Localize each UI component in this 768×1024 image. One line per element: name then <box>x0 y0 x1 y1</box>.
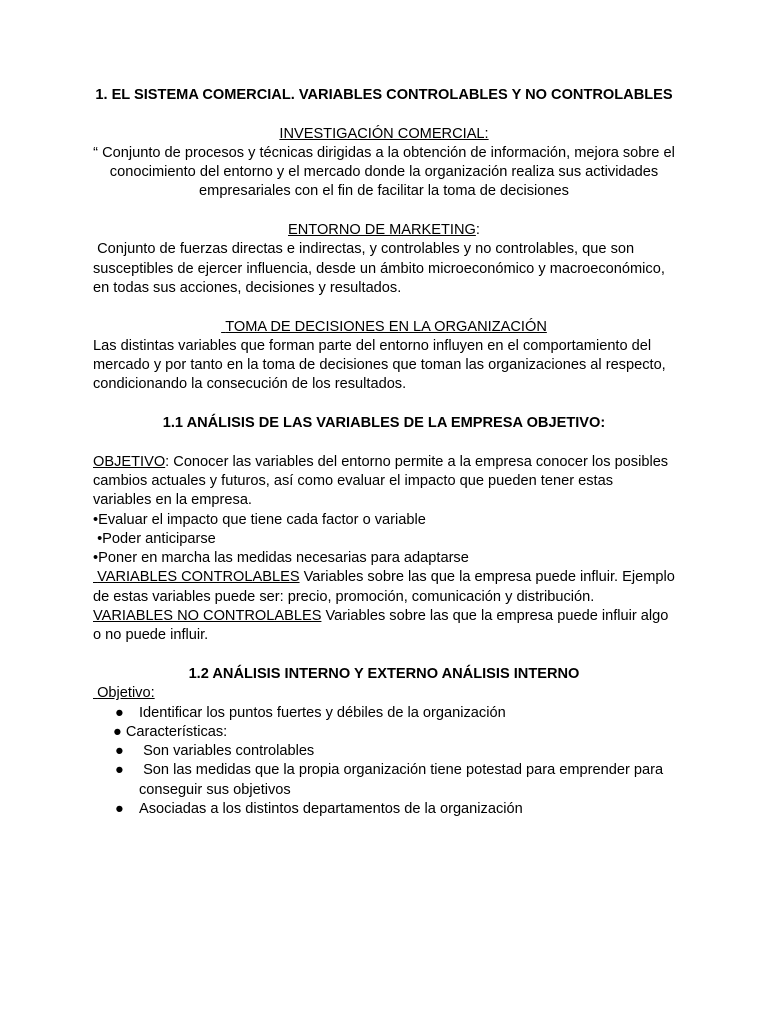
list-item <box>93 704 675 723</box>
list-item: •Evaluar el impacto que tiene cada factor o variable <box>93 511 426 528</box>
list-item-text: Identificar los puntos fuertes y débiles de la organización <box>139 704 506 721</box>
list-item: •Poder anticiparse <box>93 530 216 547</box>
section-1-2-heading: 1.2 ANÁLISIS INTERNO Y EXTERNO ANÁLISIS INTERNO <box>188 665 580 682</box>
spacer <box>93 395 675 414</box>
bullet-icon: ● <box>115 800 124 817</box>
entorno-heading-text: ENTORNO DE MARKETING <box>288 222 476 239</box>
section-1-1-heading: 1.1 ANÁLISIS DE LAS VARIABLES DE LA EMPRESA OBJETIVO: <box>162 415 606 432</box>
bullet-icon: ● <box>115 762 124 779</box>
list-item-text: Asociadas a los distintos departamentos de la organización <box>139 800 523 817</box>
investigacion-text: “ Conjunto de procesos y técnicas dirigidas a la obtención de información, mejora sobre el conocimiento del entorno y el mercado donde la organización realiza sus actividades empresariales con el fin de facilitar la toma de decisiones <box>93 144 675 200</box>
entorno-text: Conjunto de fuerzas directas e indirectas, y controlables y no controlables, que son susceptibles de ejercer influencia, desde un ámbito microeconómico y macroeconómico, en todas sus acciones, decisiones y resultados. <box>93 241 669 296</box>
controlables-paragraph <box>93 568 679 607</box>
list-item <box>93 742 675 761</box>
entorno-heading <box>93 221 675 240</box>
objetivo-paragraph <box>93 453 675 511</box>
no-controlables-label: VARIABLES NO CONTROLABLES <box>93 608 322 625</box>
list-item <box>93 761 675 800</box>
document-page <box>93 86 679 819</box>
no-controlables-paragraph <box>93 607 675 646</box>
investigacion-heading-text: INVESTIGACIÓN COMERCIAL: <box>279 125 489 142</box>
no-controlables-text: Variables sobre las que la empresa puede influir algo o no puede influir. <box>93 608 673 644</box>
objetivo-label-1-2 <box>93 684 675 703</box>
document-title: 1. EL SISTEMA COMERCIAL. VARIABLES CONTROLABLES Y NO CONTROLABLES <box>95 87 673 103</box>
investigacion-heading <box>93 125 675 144</box>
toma-heading-text: TOMA DE DECISIONES EN LA ORGANIZACIÓN <box>221 318 547 335</box>
spacer <box>93 646 675 665</box>
controlables-label: VARIABLES CONTROLABLES <box>93 569 300 586</box>
spacer <box>93 202 675 221</box>
bullet-icon: ● <box>115 704 124 721</box>
toma-text: Las distintas variables que forman parte del entorno influyen en el comportamiento del mercado y por tanto en la toma de decisiones que toman las organizaciones al respecto, condicionando la consecución de los resultados. <box>93 337 666 393</box>
objetivo-text: : Conocer las variables del entorno permite a la empresa conocer los posibles cambios actuales y futuros, así como evaluar el impacto que pueden tener estas variables en la empresa. <box>93 453 669 509</box>
bullet-icon: ● <box>115 743 124 760</box>
entorno-heading-colon: : <box>475 222 480 239</box>
list-item: •Poner en marcha las medidas necesarias para adaptarse <box>93 550 469 567</box>
list-item-text: Son variables controlables <box>139 743 315 760</box>
list-item-text: ● Características: <box>113 723 228 740</box>
toma-heading <box>93 318 675 337</box>
objetivo-label: OBJETIVO <box>93 453 166 470</box>
spacer <box>93 433 675 452</box>
list-item <box>93 800 675 819</box>
spacer <box>93 298 675 317</box>
bullet-list <box>93 704 675 820</box>
controlables-text: Variables sobre las que la empresa puede influir. Ejemplo de estas variables puede ser: precio, promoción, comunicación y distribución. <box>93 569 679 605</box>
spacer <box>93 105 675 124</box>
list-item-text: Son las medidas que la propia organización tiene potestad para emprender para conseguir sus objetivos <box>139 762 668 798</box>
objetivo-label-text: Objetivo: <box>93 685 155 702</box>
list-item <box>93 723 675 742</box>
